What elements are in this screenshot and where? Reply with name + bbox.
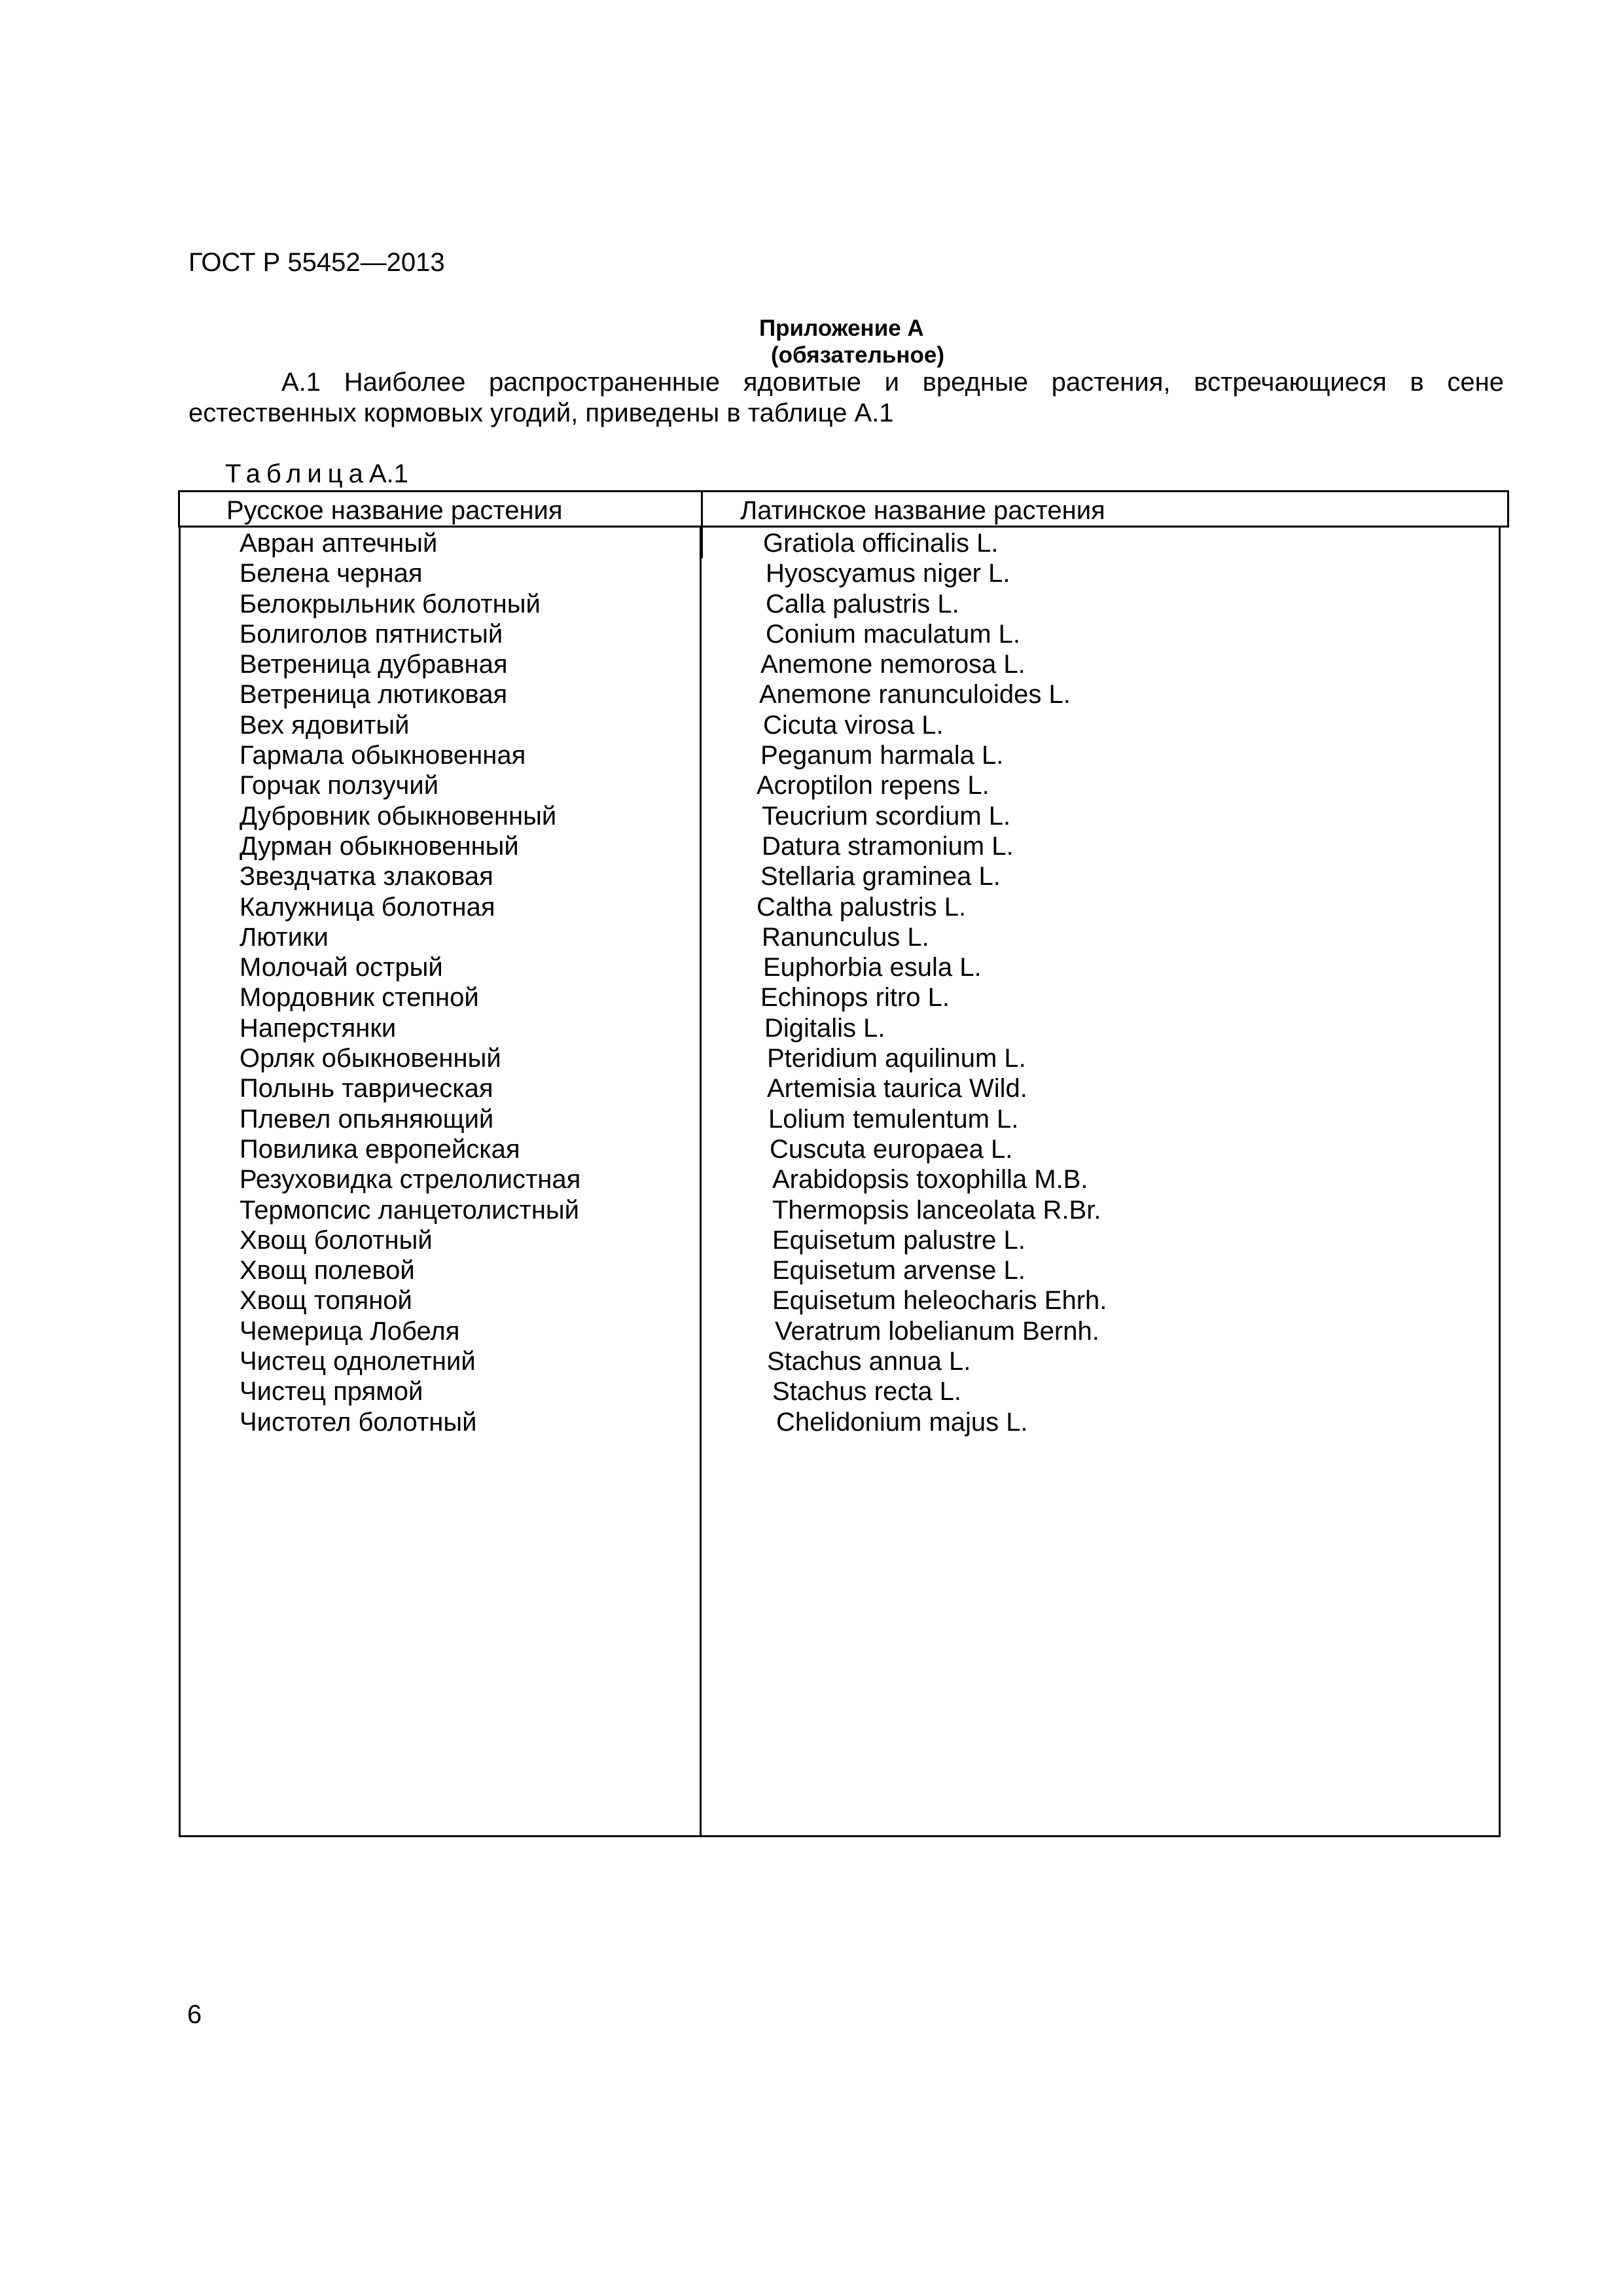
column-latin-names: [757, 528, 1476, 1437]
table-header-row: [178, 490, 1509, 528]
table-cell-ru: Белокрыльник болотный: [240, 589, 541, 619]
table-cell-lat: Anemone nemorosa L.: [760, 650, 1026, 679]
table-cell-ru: Хвощ болотный: [240, 1225, 433, 1255]
table-cell-lat: Peganum harmala L.: [760, 741, 1004, 770]
table-divider-tick: [701, 526, 703, 558]
table-cell-ru: Болиголов пятнистый: [240, 619, 503, 649]
table-cell-lat: Hyoscyamus niger L.: [766, 559, 1010, 588]
table-cell-ru: Ветреница лютиковая: [240, 680, 508, 709]
table-body: [179, 526, 1501, 1837]
table-cell-lat: Echinops ritro L.: [760, 983, 950, 1013]
table-cell-lat: Lolium temulentum L.: [768, 1104, 1019, 1134]
table-cell-ru: Вех ядовитый: [240, 710, 410, 740]
table-cell-ru: Молочай острый: [240, 953, 443, 982]
table-cell-lat: Veratrum lobelianum Bernh.: [775, 1316, 1099, 1346]
table-caption-number: А.1: [368, 459, 408, 488]
table-cell-ru: Орляк обыкновенный: [240, 1044, 501, 1073]
table-cell-lat: Pteridium aquilinum L.: [767, 1044, 1026, 1073]
table-cell-ru: Хвощ полевой: [240, 1256, 415, 1285]
table-caption: [225, 458, 408, 490]
table-cell-ru: Дурман обыкновенный: [240, 831, 519, 861]
table-cell-lat: Digitalis L.: [764, 1013, 885, 1043]
table-cell-lat: Euphorbia esula L.: [763, 953, 982, 982]
table-cell-lat: Acroptilon repens L.: [757, 771, 990, 800]
table-cell-ru: Лютики: [240, 922, 329, 952]
table-cell-lat: Anemone ranunculoides L.: [759, 680, 1071, 709]
table-cell-lat: Caltha palustris L.: [757, 892, 967, 922]
table-cell-lat: Chelidonium majus L.: [776, 1407, 1028, 1437]
table-caption-word: Таблица: [225, 459, 369, 488]
table-cell-ru: Горчак ползучий: [240, 771, 439, 800]
table-cell-ru: Полынь таврическая: [240, 1074, 493, 1103]
page-header: ГОСТ Р 55452—2013: [188, 248, 445, 277]
table-cell-lat: Arabidopsis toxophilla M.B.: [772, 1165, 1088, 1194]
table-cell-lat: Artemisia taurica Wild.: [767, 1074, 1027, 1103]
table-cell-lat: Thermopsis lanceolata R.Br.: [772, 1195, 1101, 1225]
table-cell-ru: Звездчатка злаковая: [240, 862, 493, 891]
table-cell-ru: Чистец прямой: [240, 1377, 423, 1407]
table-cell-ru: Наперстянки: [240, 1013, 397, 1043]
appendix-status: (обязательное): [771, 342, 945, 368]
table-cell-lat: Stachus annua L.: [767, 1347, 971, 1376]
table-cell-lat: Equisetum palustre L.: [772, 1225, 1026, 1255]
table-cell-lat: Teucrium scordium L.: [762, 801, 1011, 831]
table-body-divider: [700, 526, 702, 1835]
appendix-title: Приложение А: [759, 315, 924, 341]
table-cell-ru: Авран аптечный: [240, 529, 438, 558]
table-header-ru: Русское название растения: [226, 496, 563, 525]
table-header-divider: [701, 492, 703, 526]
table-cell-ru: Резуховидка стрелолистная: [240, 1165, 581, 1194]
column-russian-names: [240, 528, 691, 1437]
table-cell-ru: Гармала обыкновенная: [240, 741, 526, 770]
table-cell-ru: Калужница болотная: [240, 892, 495, 922]
table-cell-lat: Cicuta virosa L.: [763, 710, 944, 740]
table-cell-lat: Gratiola officinalis L.: [763, 529, 999, 558]
table-cell-lat: Calla palustris L.: [766, 589, 959, 619]
table-cell-lat: Equisetum heleocharis Ehrh.: [772, 1286, 1107, 1316]
table-cell-lat: Cuscuta europaea L.: [770, 1134, 1013, 1164]
page-number: 6: [187, 2000, 202, 2029]
table-cell-ru: Белена черная: [240, 559, 423, 588]
table-cell-lat: Conium maculatum L.: [766, 619, 1021, 649]
table-cell-ru: Мордовник степной: [240, 983, 479, 1013]
table-cell-ru: Чистотел болотный: [240, 1407, 477, 1437]
table-header-lat: Латинское название растения: [740, 496, 1105, 525]
table-cell-ru: Повилика европейская: [240, 1134, 520, 1164]
table-cell-lat: Equisetum arvense L.: [772, 1256, 1026, 1285]
table-cell-ru: Термопсис ланцетолистный: [240, 1195, 580, 1225]
table-cell-lat: Stachus recta L.: [772, 1377, 962, 1407]
table-cell-lat: Stellaria graminea L.: [760, 862, 1001, 891]
intro-paragraph: А.1 Наиболее распространенные ядовитые и вредные растения, встречающиеся в сене естественных кормовых угодий, приведены в таблице А.1: [188, 368, 1504, 427]
table-cell-ru: Хвощ топяной: [240, 1286, 412, 1316]
table-cell-lat: Ranunculus L.: [762, 922, 929, 952]
table-cell-lat: Datura stramonium L.: [762, 831, 1014, 861]
table-cell-ru: Ветреница дубравная: [240, 650, 508, 679]
table-cell-ru: Чемерица Лобеля: [240, 1316, 460, 1346]
table-cell-ru: Плевел опьяняющий: [240, 1104, 494, 1134]
table-cell-ru: Чистец однолетний: [240, 1347, 476, 1376]
table-cell-ru: Дубровник обыкновенный: [240, 801, 557, 831]
